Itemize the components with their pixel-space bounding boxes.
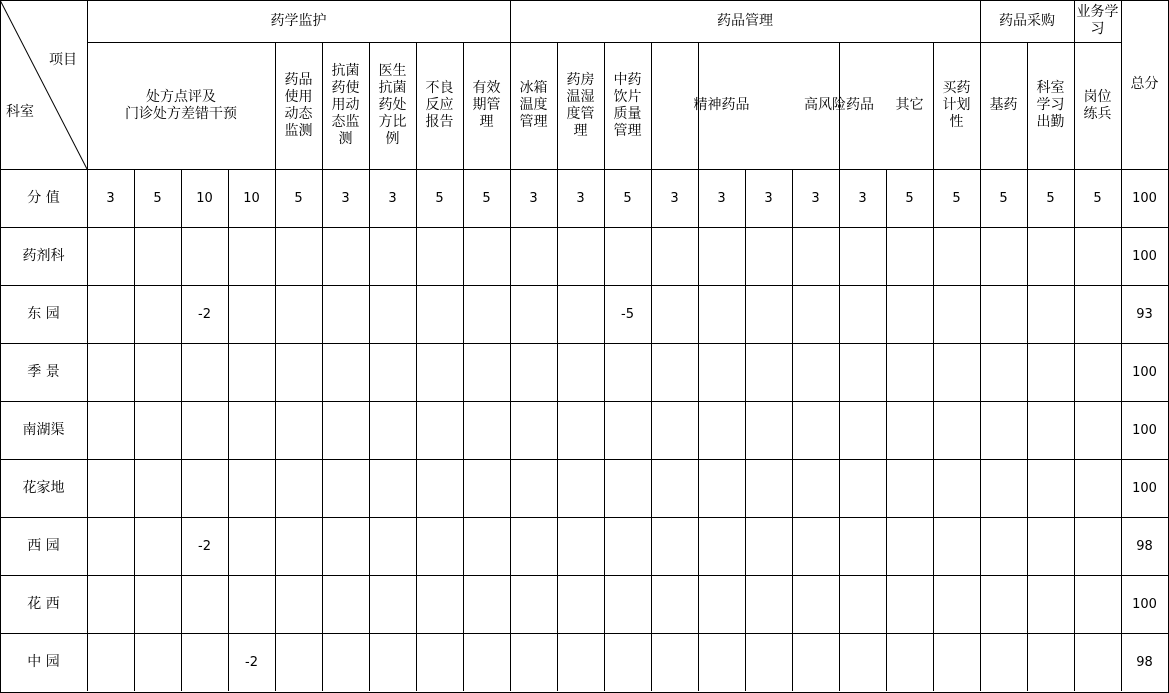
subheader-prescription-review: 处方点评及 门诊处方差错干预 [125, 88, 237, 122]
dept-name: 花 西 [27, 595, 60, 612]
score-cell: 5 [623, 190, 632, 206]
column-divider [134, 169, 135, 691]
dept-name: 季 景 [27, 363, 60, 380]
row-total: 100 [1132, 480, 1157, 496]
column-divider [792, 169, 793, 691]
subheader-fridge-temp: 冰箱 温度 管理 [519, 80, 548, 130]
score-cell: 5 [482, 190, 491, 206]
column-divider [1074, 169, 1075, 691]
subheader-purchase-plan: 买药 计划 性 [942, 80, 971, 130]
dept-name: 东 园 [27, 305, 60, 322]
subheader-doctor-antibiotic-ratio: 医生 抗菌 药处 方比 例 [378, 63, 407, 147]
subheader-antibiotic-monitor: 抗菌 药使 用动 态监 测 [331, 63, 360, 147]
score-cell: 3 [764, 190, 773, 206]
score-cell: 5 [435, 190, 444, 206]
column-divider [698, 169, 699, 691]
group-header-procurement: 药品采购 [999, 12, 1055, 29]
column-divider [228, 169, 229, 691]
column-divider [886, 169, 887, 691]
score-cell: 10 [196, 190, 213, 206]
corner-diagonal-line [0, 0, 87, 169]
subheader-high-risk: 高风险药品 [804, 97, 874, 113]
column-divider [510, 169, 511, 691]
corner-dept-label: 科室 [6, 103, 34, 120]
score-cell: 3 [529, 190, 538, 206]
dept-name: 药剂科 [22, 247, 65, 264]
row-total: 93 [1136, 306, 1153, 322]
subheader-essential: 基药 [989, 97, 1018, 113]
deduction-cell: -2 [245, 654, 258, 670]
subheader-adverse-reaction: 不良 反应 报告 [425, 80, 454, 130]
subheader-tcm-quality: 中药 饮片 质量 管理 [613, 71, 642, 139]
score-cell: 3 [576, 190, 585, 206]
column-divider [557, 169, 558, 691]
score-cell: 3 [811, 190, 820, 206]
score-cell: 5 [999, 190, 1008, 206]
column-divider [745, 169, 746, 691]
column-divider [933, 169, 934, 691]
score-cell: 5 [1046, 190, 1055, 206]
subheader-study-attendance: 科室 学习 出勤 [1036, 80, 1065, 130]
dept-name: 西 园 [27, 537, 60, 554]
subheader-expiry: 有效 期管 理 [472, 80, 501, 130]
dept-name: 中 园 [27, 653, 60, 670]
row-total: 98 [1136, 538, 1153, 554]
row-divider [0, 401, 1169, 402]
group-header-drug-management: 药品管理 [717, 12, 773, 29]
row-divider [0, 227, 1169, 228]
column-divider [275, 169, 276, 691]
score-cell: 10 [243, 190, 260, 206]
corner-item-label: 项目 [49, 51, 77, 68]
score-cell: 3 [717, 190, 726, 206]
row-divider [0, 633, 1169, 634]
column-divider [980, 169, 981, 691]
deduction-cell: -2 [198, 538, 211, 554]
score-cell: 5 [294, 190, 303, 206]
subheader-other: 其它 [895, 97, 924, 113]
score-cell: 5 [153, 190, 162, 206]
deduction-cell: -2 [198, 306, 211, 322]
corner-diagonal [0, 0, 87, 169]
row-divider [0, 575, 1169, 576]
score-cell: 3 [388, 190, 397, 206]
deduction-cell: -5 [621, 306, 634, 322]
column-divider [463, 169, 464, 691]
subheader-pharmacy-humidity: 药房 温湿 度管 理 [566, 71, 595, 139]
score-cell: 5 [905, 190, 914, 206]
score-cell: 3 [670, 190, 679, 206]
row-total: 100 [1132, 422, 1157, 438]
group-header-study: 业务学习 [1076, 4, 1119, 37]
score-cell: 5 [1093, 190, 1102, 206]
score-total: 100 [1132, 190, 1157, 206]
column-divider [604, 169, 605, 691]
column-divider [322, 169, 323, 691]
row-total: 100 [1132, 248, 1157, 264]
row-total: 98 [1136, 654, 1153, 670]
group-header-pharmacy-care: 药学监护 [270, 12, 327, 29]
score-cell: 3 [106, 190, 115, 206]
row-divider [0, 459, 1169, 460]
score-cell: 3 [858, 190, 867, 206]
subheader-drill: 岗位 练兵 [1083, 88, 1112, 122]
subheader-psychotropic: 精神药品 [693, 97, 750, 113]
score-cell: 5 [952, 190, 961, 206]
column-divider [416, 169, 417, 691]
column-divider [651, 169, 652, 691]
column-divider [369, 169, 370, 691]
row-divider [0, 285, 1169, 286]
column-divider [1027, 169, 1028, 691]
dept-name: 花家地 [22, 479, 65, 496]
row-total: 100 [1132, 596, 1157, 612]
column-divider [839, 169, 840, 691]
row-divider [0, 343, 1169, 344]
total-header: 总分 [1130, 76, 1159, 92]
score-cell: 3 [341, 190, 350, 206]
column-divider [181, 169, 182, 691]
score-row-label: 分 值 [27, 189, 60, 206]
dept-name: 南湖渠 [22, 421, 65, 438]
subheader-drug-use-monitor: 药品 使用 动态 监测 [284, 71, 313, 139]
column-divider [87, 169, 88, 691]
row-divider [0, 517, 1169, 518]
row-total: 100 [1132, 364, 1157, 380]
